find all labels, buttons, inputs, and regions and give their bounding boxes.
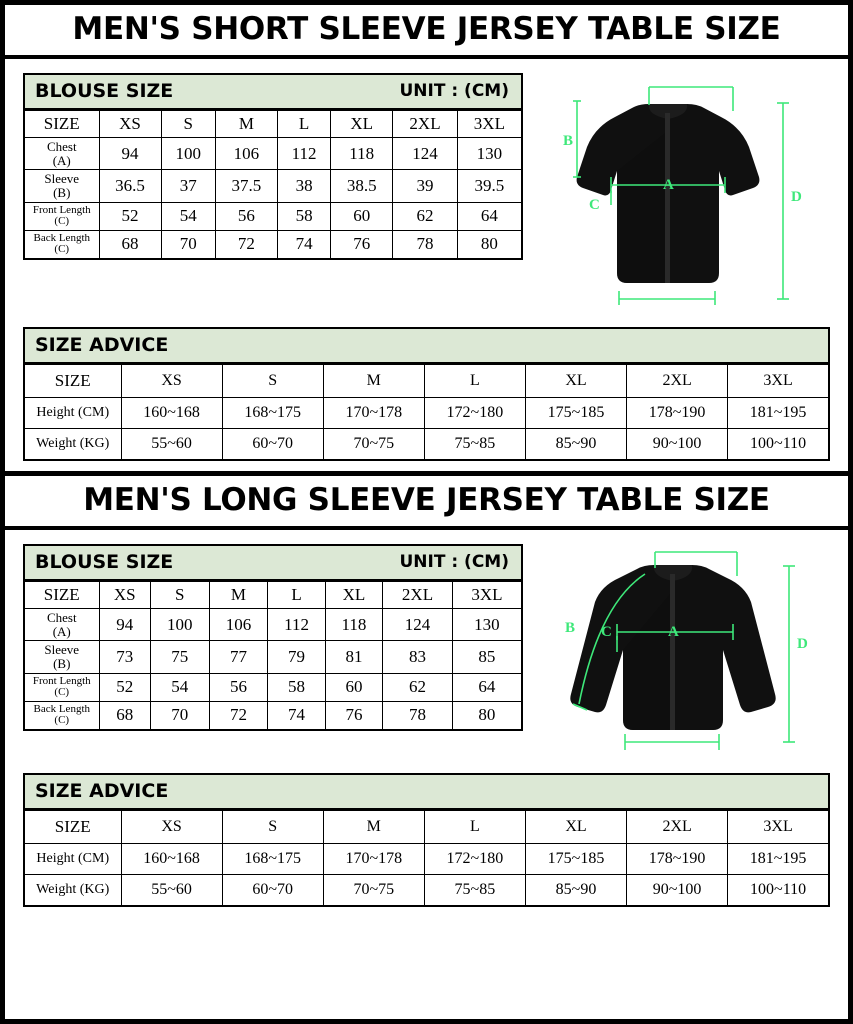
cell: 68 [99,230,161,258]
row-label: Weight (KG) [25,429,121,460]
cell: 56 [209,673,268,701]
cell: 64 [452,673,521,701]
column-header: XL [525,365,626,398]
cell: 170~178 [323,398,424,429]
cell: 60~70 [222,429,323,460]
cell: 79 [268,641,325,673]
cell: 74 [268,701,325,729]
column-header: L [424,365,525,398]
column-header: XS [121,811,222,844]
cell: 62 [393,202,458,230]
long-sleeve-jersey-diagram [537,544,822,759]
size-advice-heading: SIZE ADVICE [35,780,169,803]
cell: 72 [209,701,268,729]
blouse-size-header [25,75,521,110]
column-header: SIZE [25,365,121,398]
row-label: Back Length (C) [25,701,99,729]
size-advice-table-long [23,773,830,907]
cell: 73 [99,641,150,673]
cell: 60~70 [222,875,323,906]
column-header: SIZE [25,111,99,138]
cell: 54 [161,202,215,230]
cell: 72 [215,230,277,258]
cell: 130 [452,609,521,641]
cell: 168~175 [222,844,323,875]
label-D: D [791,189,802,206]
cell: 75~85 [424,429,525,460]
cell: 54 [150,673,209,701]
cell: 58 [277,202,330,230]
cell: 70 [150,701,209,729]
column-header: M [323,365,424,398]
column-header: XL [525,811,626,844]
size-advice-table-short [23,327,830,461]
column-header: M [323,811,424,844]
cell: 75~85 [424,875,525,906]
column-header: 3XL [452,582,521,609]
page-title-long-sleeve: MEN'S LONG SLEEVE JERSEY TABLE SIZE [83,482,770,519]
size-advice-grid [25,364,828,459]
column-header: 2XL [393,111,458,138]
cell: 75 [150,641,209,673]
cell: 37.5 [215,170,277,202]
table-row [25,202,521,230]
page-title-short-sleeve: MEN'S SHORT SLEEVE JERSEY TABLE SIZE [72,11,781,47]
cell: 81 [325,641,382,673]
cell: 76 [325,701,382,729]
blouse-size-unit: UNIT : (CM) [399,81,509,102]
blouse-size-heading: BLOUSE SIZE [35,551,174,574]
cell: 68 [99,701,150,729]
table-row [25,875,828,906]
column-header: L [268,582,325,609]
cell: 100~110 [728,875,828,906]
column-header: L [424,811,525,844]
short-sleeve-jersey-diagram [537,73,822,313]
blouse-size-table-short [23,73,523,260]
jersey-shape-icon [577,104,760,283]
table-row [25,701,521,729]
table-header-row [25,111,521,138]
row-label: Sleeve (B) [25,641,99,673]
cell: 118 [331,138,393,170]
cell: 100~110 [728,429,828,460]
cell: 100 [161,138,215,170]
label-C: C [601,624,612,641]
label-A: A [668,624,679,641]
cell: 60 [331,202,393,230]
table-row [25,673,521,701]
cell: 36.5 [99,170,161,202]
table-row [25,609,521,641]
table-row [25,170,521,202]
row-label: Back Length (C) [25,230,99,258]
cell: 178~190 [627,398,728,429]
cell: 77 [209,641,268,673]
blouse-size-unit: UNIT : (CM) [399,552,509,573]
column-header: SIZE [25,811,121,844]
column-header: S [222,811,323,844]
table-row [25,138,521,170]
cell: 39.5 [457,170,521,202]
cell: 64 [457,202,521,230]
cell: 175~185 [525,398,626,429]
cell: 74 [277,230,330,258]
column-header: 2XL [383,582,453,609]
jersey-illustration-short [537,73,822,313]
row-label: Sleeve (B) [25,170,99,202]
short-sleeve-content [5,59,848,471]
column-header: 2XL [627,365,728,398]
cell: 52 [99,202,161,230]
cell: 78 [393,230,458,258]
cell: 39 [393,170,458,202]
label-B: B [565,620,576,637]
cell: 55~60 [121,875,222,906]
cell: 124 [383,609,453,641]
row-label: Weight (KG) [25,875,121,906]
column-header: XL [325,582,382,609]
row-label: Height (CM) [25,398,121,429]
cell: 172~180 [424,844,525,875]
size-advice-header [25,329,828,364]
cell: 58 [268,673,325,701]
column-header: 3XL [728,365,828,398]
cell: 172~180 [424,398,525,429]
column-header: S [161,111,215,138]
label-D: D [797,636,808,653]
cell: 100 [150,609,209,641]
cell: 175~185 [525,844,626,875]
cell: 160~168 [121,398,222,429]
size-advice-heading: SIZE ADVICE [35,334,169,357]
column-header: 3XL [457,111,521,138]
cell: 112 [268,609,325,641]
table-row [25,641,521,673]
cell: 90~100 [627,429,728,460]
cell: 76 [331,230,393,258]
size-advice-grid [25,810,828,905]
cell: 170~178 [323,844,424,875]
short-sleeve-top-row [23,73,830,313]
cell: 60 [325,673,382,701]
column-header: XS [99,582,150,609]
short-sleeve-section [5,5,848,471]
blouse-size-grid [25,581,521,729]
cell: 112 [277,138,330,170]
blouse-size-table-long [23,544,523,731]
row-label: Height (CM) [25,844,121,875]
table-header-row [25,582,521,609]
cell: 78 [383,701,453,729]
column-header: M [209,582,268,609]
table-header-row [25,811,828,844]
cell: 124 [393,138,458,170]
label-B: B [563,133,574,150]
column-header: S [222,365,323,398]
cell: 70~75 [323,429,424,460]
cell: 168~175 [222,398,323,429]
long-sleeve-top-row [23,544,830,759]
blouse-size-grid [25,110,521,258]
cell: 85 [452,641,521,673]
table-header-row [25,365,828,398]
cell: 85~90 [525,429,626,460]
label-A: A [663,177,674,194]
table-row [25,429,828,460]
long-sleeve-section [5,476,848,917]
cell: 80 [457,230,521,258]
jersey-shape-icon [570,565,775,730]
cell: 181~195 [728,398,828,429]
cell: 181~195 [728,844,828,875]
column-header: 3XL [728,811,828,844]
table-row [25,230,521,258]
column-header: XS [99,111,161,138]
cell: 160~168 [121,844,222,875]
column-header: L [277,111,330,138]
column-header: SIZE [25,582,99,609]
cell: 56 [215,202,277,230]
cell: 38.5 [331,170,393,202]
cell: 55~60 [121,429,222,460]
row-label: Front Length (C) [25,673,99,701]
cell: 83 [383,641,453,673]
cell: 38 [277,170,330,202]
column-header: XL [331,111,393,138]
size-advice-header [25,775,828,810]
cell: 90~100 [627,875,728,906]
column-header: 2XL [627,811,728,844]
column-header: XS [121,365,222,398]
blouse-size-header [25,546,521,581]
row-label: Chest (A) [25,609,99,641]
cell: 106 [215,138,277,170]
jersey-illustration-long [537,544,822,759]
label-C: C [589,197,600,214]
cell: 70~75 [323,875,424,906]
table-row [25,398,828,429]
row-label: Front Length (C) [25,202,99,230]
cell: 106 [209,609,268,641]
table-row [25,844,828,875]
cell: 130 [457,138,521,170]
column-header: M [215,111,277,138]
cell: 70 [161,230,215,258]
cell: 118 [325,609,382,641]
cell: 178~190 [627,844,728,875]
long-sleeve-content [5,530,848,917]
blouse-size-heading: BLOUSE SIZE [35,80,174,103]
row-label: Chest (A) [25,138,99,170]
cell: 62 [383,673,453,701]
cell: 85~90 [525,875,626,906]
column-header: S [150,582,209,609]
cell: 94 [99,609,150,641]
cell: 80 [452,701,521,729]
cell: 37 [161,170,215,202]
cell: 94 [99,138,161,170]
cell: 52 [99,673,150,701]
